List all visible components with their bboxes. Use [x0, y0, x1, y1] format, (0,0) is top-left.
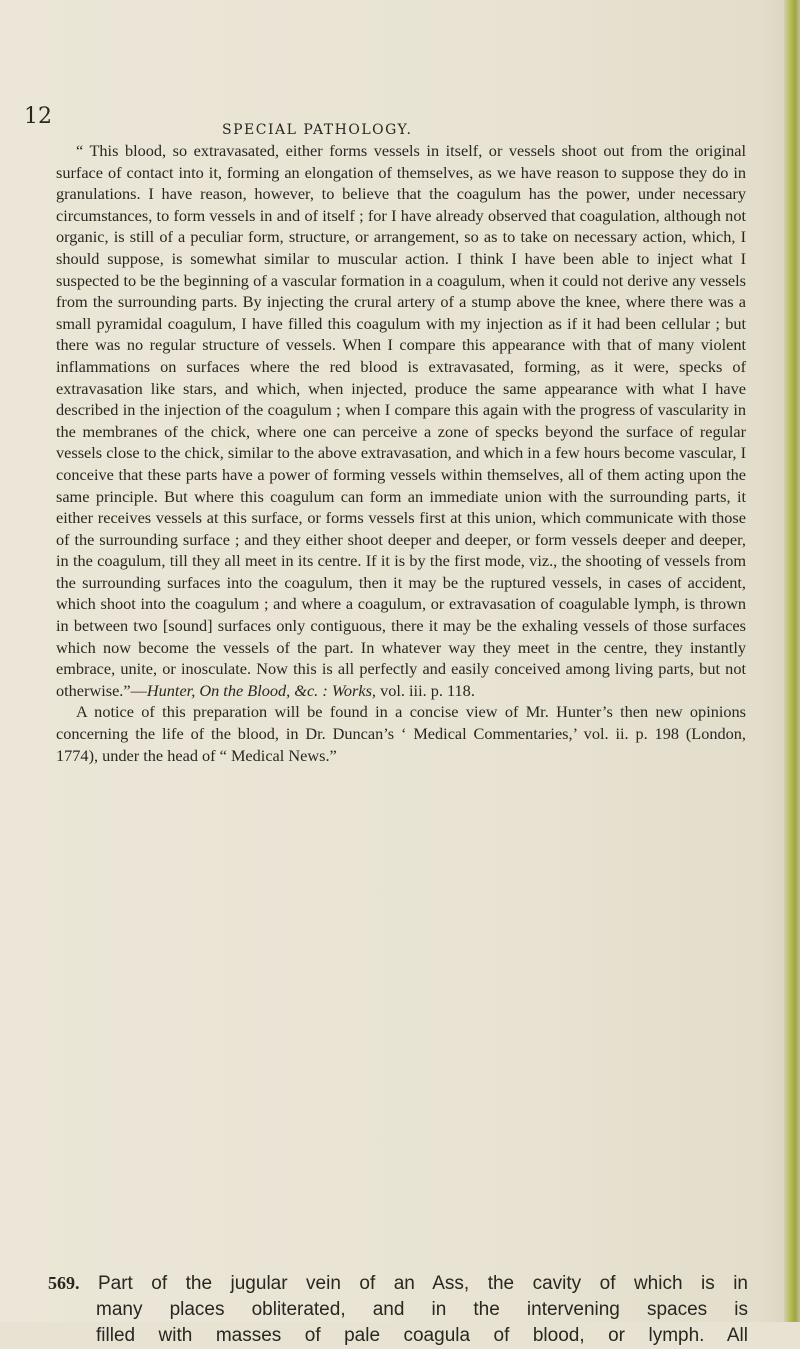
page-number: 12 [24, 104, 52, 129]
body-text [56, 140, 746, 766]
quote-text: “ This blood, so extravasated, either forms vessels in itself, or vessels shoot out from the original surface of contact into it, forming an elongation of themselves, as we have reason to suppose they do in granulations. I have reason, however, to believe that the coagulum has the power, under necessary circumstances, to form vessels in and of itself ; for I have already observed that coagulation, although not organic, is still of a peculiar form, structure, or arrangement, so as to take on necessary action, which, I should suppose, is somewhat similar to muscular action. I think I have been able to inject what I suspected to be the beginning of a vascular formation in a coagulum, when it could not derive any vessels from the surrounding parts. By injecting the crural artery of a stump above the knee, where there was a small pyramidal coagulum, I have filled this coagulum with my injection as if it had been cellular ; but there was no regular structure of vessels. When I compare this appearance with that of many violent inflammations on surfaces where the red blood is extravasated, forming, as it were, specks of extravasation like stars, and which, when injected, produce the same appearance with what I have described in the injection of the coagulum ; when I compare this again with the progress of vascularity in the membranes of the chick, where one can perceive a zone of specks beyond the surface of regular vessels close to the chick, similar to the above extravasation, and which in a few hours become vascular, I conceive that these parts have a power of forming vessels within themselves, all of them acting upon the same principle. But where this coagulum can form an immediate union with the surrounding parts, it either receives vessels at this surface, or forms vessels first at this union, which communicate with those of the surrounding surface ; and they either shoot deeper and deeper, or form vessels deeper and deeper, in the coagulum, till they all meet in its centre. If it is by the first mode, viz., the shooting of vessels from the surrounding surfaces into the coagulum, then it may be the ruptured vessels, in cases of accident, which shoot into the coagulum ; and where a coagulum, or extravasation of coagulable lymph, is thrown in between two [sound] surfaces only contiguous, there it may be the exhaling vessels of those surfaces which now become the vessels of the part. In whatever way they meet in the centre, they instantly embrace, unite, or inosculate. Now this is all perfectly and easily conceived among living parts, but not otherwise.”— [56, 141, 746, 700]
quote-citation: Hunter, On the Blood, &c. : Works, [146, 680, 376, 700]
running-head: SPECIAL PATHOLOGY. [222, 122, 413, 138]
entry-line-1 [48, 1270, 748, 1297]
page-edge-binding [784, 0, 800, 1322]
note-paragraph: A notice of this preparation will be found in a concise view of Mr. Hunter’s then new opinions concerning the life of the blood, in Dr. Duncan’s ‘ Medical Commentaries,’ vol. ii. p. 198 (London, 1774), under the head of “ Medical News.” [56, 702, 746, 765]
entry-line-2: many places obliterated, and in the intervening spaces is [96, 1299, 748, 1320]
entry-line-3: filled with masses of pale coagula of blood, or lymph. All [96, 1325, 748, 1346]
catalogue-entry [48, 1270, 748, 1349]
entry-number: 569. [48, 1273, 80, 1293]
page-header [0, 104, 800, 138]
entry-line-1-text: Part of the jugular vein of an Ass, the cavity of which is in [97, 1273, 748, 1294]
quoted-paragraph [56, 140, 746, 701]
quote-citation-volume: vol. iii. p. 118. [376, 680, 475, 700]
